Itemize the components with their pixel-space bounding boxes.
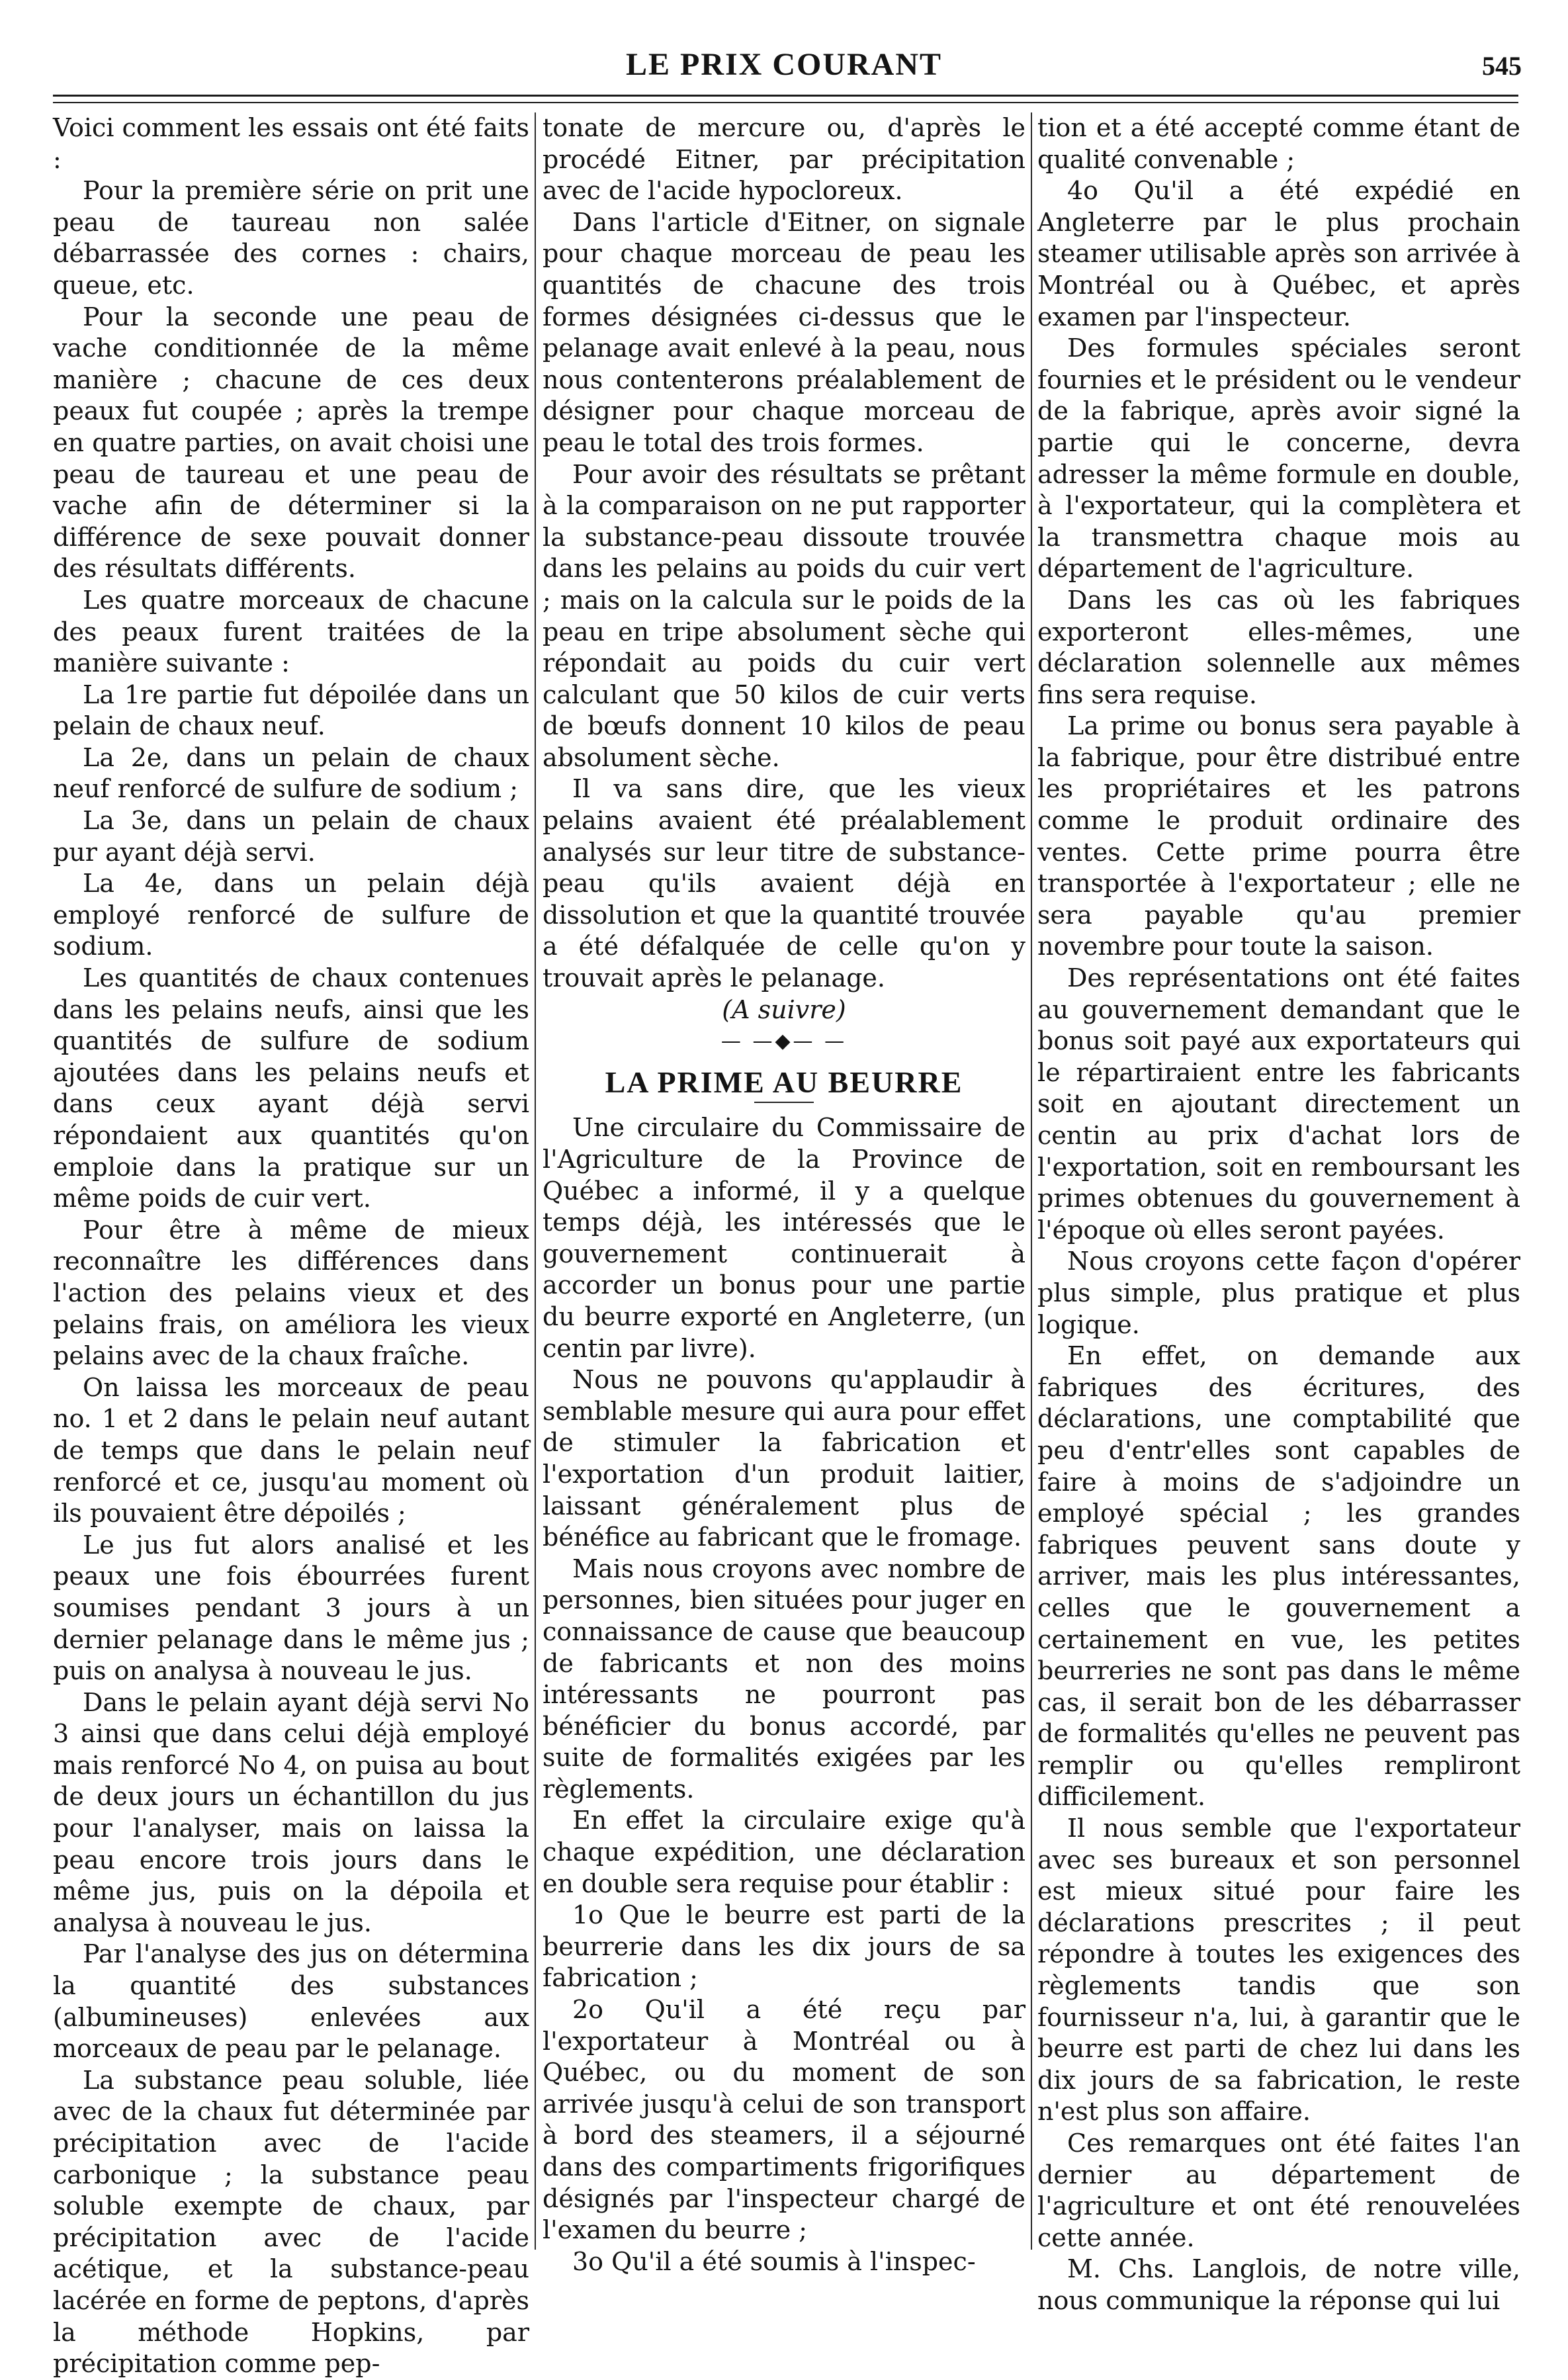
paragraph: Dans l'article d'Eitner, on signale pour chaque morceau de peau les quantités de chacune des trois formes désignées ci-dessus que le pelanage avait enlevé à la peau, nous nous contenterons préalablement de désigner pour chaque morceau de peau le total des trois formes. bbox=[543, 207, 1025, 457]
paragraph: Mais nous croyons avec nombre de personnes, bien situées pour juger en connaissance de cause que beaucoup de fabricants et non des moins intéressants ne pourront pas bénéficier du bonus accordé, par suite de formalités exigées par les règlements. bbox=[543, 1554, 1025, 1804]
paragraph: 1o Que le beurre est parti de la beurrerie dans les dix jours de sa fabrication ; bbox=[543, 1900, 1025, 1993]
paragraph: La 2e, dans un pelain de chaux neuf renforcé de sulfure de sodium ; bbox=[53, 742, 529, 804]
paragraph: Il nous semble que l'exportateur avec ses bureaux et son personnel est mieux situé pour faire les déclarations prescrites ; il peut répondre à toutes les exigences des règlements tandis que son fournisseur n'a, lui, à garantir que le beurre est parti de chez lui dans les dix jours de sa fabrication, le reste n'est plus son affaire. bbox=[1037, 1814, 1520, 2127]
running-title: LE PRIX COURANT bbox=[625, 47, 943, 82]
paragraph: Une circulaire du Commissaire de l'Agriculture de la Province de Québec a informé, il y a quelque temps déjà, les intéressés que le gouvernement continuerait à accorder un bonus pour une partie du beurre exporté en Angleterre, (un centin par livre). bbox=[543, 1113, 1025, 1363]
page-header bbox=[46, 46, 1522, 93]
header-rule-bottom bbox=[53, 102, 1518, 103]
header-rule-top bbox=[53, 95, 1518, 97]
paragraph: Pour la première série on prit une peau de taureau non salée débarrassée des cornes : chairs, queue, etc. bbox=[53, 176, 529, 300]
paragraph: Dans le pelain ayant déjà servi No 3 ainsi que dans celui déjà employé mais renforcé No 4, on puisa au bout de deux jours un échantillon du jus pour l'analyser, mais on laissa la peau encore trois jours dans le même jus, puis on la dépoila et analysa à nouveau le jus. bbox=[53, 1687, 529, 1937]
paragraph: Des formules spéciales seront fournies et le président ou le vendeur de la fabrique, après avoir signé la partie qui le concerne, devra adresser la même formule en double, à l'exportateur, qui la complètera et la transmettra chaque mois au département de l'agriculture. bbox=[1037, 333, 1520, 584]
paragraph: tion et a été accepté comme étant de qualité convenable ; bbox=[1037, 113, 1520, 174]
title-underline bbox=[754, 1102, 814, 1103]
paragraph: En effet, on demande aux fabriques des écritures, des déclarations, une comptabilité que peu d'entr'elles sont capables de faire à moins de s'adjoindre un employé spécial ; les grandes fabriques peuvent sans doute y arriver, mais les plus intéressantes, celles que le gouvernement a certainement en vue, les petites beurreries ne sont pas dans le même cas, il serait bon de les débarrasser de formalités qu'elles ne peuvent pas remplir ou qu'elles rempliront difficilement. bbox=[1037, 1341, 1520, 1812]
paragraph: Il va sans dire, que les vieux pelains avaient été préalablement analysés sur leur titre de substance-peau qu'ils avaient déjà en dissolution et que la quantité trouvée a été défalquée de celle qu'on y trouvait après le pelanage. bbox=[543, 774, 1025, 993]
ornament-divider: — —◆— — bbox=[720, 1030, 848, 1053]
paragraph: Les quantités de chaux contenues dans les pelains neufs, ainsi que les quantités de sulfure de sodium ajoutées dans les pelains neufs et dans ceux ayant déjà servi répondaient aux quantités qu'on emploie dans la pratique sur un même poids de cuir vert. bbox=[53, 963, 529, 1213]
to-be-continued: (A suivre) bbox=[722, 994, 846, 1024]
paragraph: tonate de mercure ou, d'après le procédé Eitner, par précipitation avec de l'acide hypocloreux. bbox=[543, 113, 1025, 206]
column-1 bbox=[53, 112, 529, 2379]
paragraph: La 1re partie fut dépoilée dans un pelain de chaux neuf. bbox=[53, 680, 529, 741]
paragraph: Nous croyons cette façon d'opérer plus simple, plus pratique et plus logique. bbox=[1037, 1247, 1520, 1339]
paragraph: Pour avoir des résultats se prêtant à la comparaison on ne put rapporter la substance-peau dissoute trouvée dans les pelains au poids du cuir vert ; mais on la calcula sur le poids de la peau en tripe absolument sèche qui répondait au poids du cuir vert calculant que 50 kilos de cuir verts de bœufs donnent 10 kilos de peau absolument sèche. bbox=[543, 459, 1025, 772]
page-number: 545 bbox=[1482, 51, 1522, 81]
paragraph: Ces remarques ont été faites l'an dernier au département de l'agriculture et ont été renouvelées cette année. bbox=[1037, 2129, 1520, 2252]
paragraph: 3o Qu'il a été soumis à l'inspec- bbox=[572, 2246, 976, 2276]
paragraph: Le jus fut alors analisé et les peaux une fois ébourrées furent soumises pendant 3 jours à un dernier pelanage dans le même jus ; puis on analysa à nouveau le jus. bbox=[53, 1530, 529, 1686]
paragraph: Nous ne pouvons qu'applaudir à semblable mesure qui aura pour effet de stimuler la fabrication et l'exportation d'un produit laitier, laissant généralement plus de bénéfice au fabricant que le fromage. bbox=[543, 1365, 1025, 1552]
paragraph: Par l'analyse des jus on détermina la quantité des substances (albumineuses) enlevées aux morceaux de peau par le pelanage. bbox=[53, 1939, 529, 2064]
column-divider-2 bbox=[1031, 112, 1032, 2250]
paragraph: On laissa les morceaux de peau no. 1 et 2 dans le pelain neuf autant de temps que dans le pelain neuf renforcé et ce, jusqu'au moment où ils pouvaient être dépoilés ; bbox=[53, 1372, 529, 1528]
paragraph: Dans les cas où les fabriques exporteront elles-mêmes, une déclaration solennelle aux mêmes fins sera requise. bbox=[1037, 585, 1520, 709]
paragraph: La substance peau soluble, liée avec de la chaux fut déterminée par précipitation avec de l'acide carbonique ; la substance peau soluble exempte de chaux, par précipitation avec de l'acide acétique, et la substance-peau lacérée en forme de peptons, d'après la méthode Hopkins, par précipitation comme pep- bbox=[53, 2065, 529, 2379]
paragraph: En effet la circulaire exige qu'à chaque expédition, une déclaration en double sera requise pour établir : bbox=[543, 1806, 1025, 1898]
column-2 bbox=[543, 112, 1025, 2276]
paragraph: La prime ou bonus sera payable à la fabrique, pour être distribué entre les propriétaires et les patrons comme le produit ordinaire des ventes. Cette prime pourra être transportée à l'exportateur ; elle ne sera payable qu'au premier novembre pour toute la saison. bbox=[1037, 711, 1520, 961]
paragraph: Les quatre morceaux de chacune des peaux furent traitées de la manière suivante : bbox=[53, 585, 529, 678]
paragraph: La 3e, dans un pelain de chaux pur ayant déjà servi. bbox=[53, 806, 529, 867]
section-title: LA PRIME AU BEURRE bbox=[605, 1065, 963, 1099]
paragraph: 2o Qu'il a été reçu par l'exportateur à Montréal ou à Québec, ou du moment de son arrivée jusqu'à celui de son transport à bord des steamers, il a séjourné dans des compartiments frigorifiques désignés par l'inspecteur chargé de l'examen du beurre ; bbox=[543, 1995, 1025, 2245]
paragraph: Pour être à même de mieux reconnaître les différences dans l'action des pelains vieux et des pelains frais, on améliora les vieux pelains avec de la chaux fraîche. bbox=[53, 1215, 529, 1371]
column-3 bbox=[1037, 112, 1520, 2315]
paragraph: Voici comment les essais ont été faits : bbox=[53, 113, 529, 174]
paragraph: Des représentations ont été faites au gouvernement demandant que le bonus soit payé aux exportateurs qui le répartiraient entre les fabricants soit en ajoutant directement un centin au prix d'achat lors de l'exportation, soit en remboursant les primes obtenues du gouvernement à l'époque où elles seront payées. bbox=[1037, 963, 1520, 1245]
paragraph: 4o Qu'il a été expédié en Angleterre par le plus prochain steamer utilisable après son arrivée à Montréal ou à Québec, et après examen par l'inspecteur. bbox=[1037, 176, 1520, 331]
column-divider-1 bbox=[535, 112, 536, 2250]
paragraph: La 4e, dans un pelain déjà employé renforcé de sulfure de sodium. bbox=[53, 869, 529, 961]
paragraph: M. Chs. Langlois, de notre ville, nous communique la réponse qui lui bbox=[1037, 2254, 1520, 2315]
paragraph: Pour la seconde une peau de vache conditionnée de la même manière ; chacune de ces deux peaux fut coupée ; après la trempe en quatre parties, on avait choisi une peau de taureau et une peau de vache afin de déterminer si la différence de sexe pouvait donner des résultats différents. bbox=[53, 302, 529, 584]
